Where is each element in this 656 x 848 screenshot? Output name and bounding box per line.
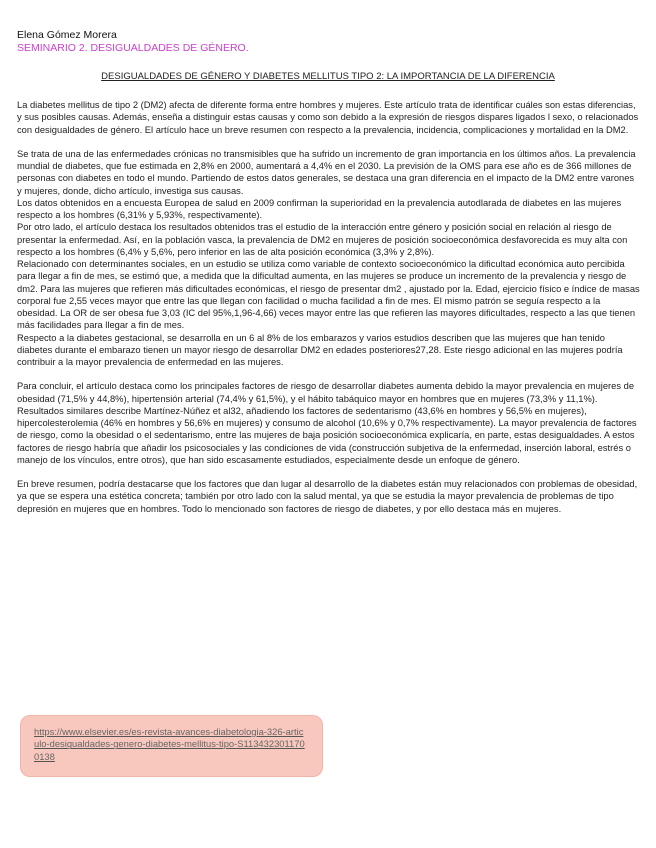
author-name: Elena Gómez Morera xyxy=(17,29,117,41)
paragraph-gestational: Respecto a la diabetes gestacional, se desarrolla en un 6 al 8% de los embarazos y varios estudios describen que las mujeres que han tenido diabetes durante el embarazo tienen un mayor riesgo de desarrollar DM2 en edades posteriores27,28. Este riesgo adicional en las mujeres podría contribuir a la mayor prevalencia de enfermedad en las mujeres. xyxy=(17,332,623,367)
paragraph-social-position: Por otro lado, el artículo destaca los resultados obtenidos tras el estudio de la interacción entre género y posición social en relación al riesgo de presentar la enfermedad. Así, en la población vasca, la prevalencia de DM2 en mujeres de posición socioeconómica desfavorecida es muy alta con respecto a los hombres (6,4% y 5,6%, pero inferior en las de alta posición económica (3,3% y 2,8%). xyxy=(17,222,628,257)
reference-link[interactable]: https://www.elsevier.es/es-revista-avances-diabetologia-326-articulo-desigualdades-genero-diabetes-mellitus-tipo-S1134323011700138 xyxy=(34,726,305,762)
paragraph-gap xyxy=(17,368,641,380)
reference-link-box xyxy=(21,716,322,776)
paragraph-gap xyxy=(17,136,641,148)
paragraph-gap xyxy=(17,466,641,478)
paragraph-social-determinants: Relacionado con determinantes sociales, en un estudio se utiliza como variable de contexto socioeconómico la dificultad económica auto percibida para llegar a fin de mes, se estimó que, a medida que la dificultad aumenta, en las mujeres se produce un incremento de la prevalencia y riesgo de dm2. Para las mujeres que refieren más dificultades económicas, el riesgo de presentar dm2 , ajustado por la. Edad, ejercicio físico e índice de masas corporal fue 2,55 veces mayor que entre las que llegan con facilidad o mucha facilidad a fin de mes. El mismo patrón se seguía respecto a la obesidad. La OR de ser obesa fue 3,03 (IC del 95%,1,96-4,66) veces mayor entre las que refieren las mayores dificultades, respecto a las que tienen más facilidades para llegar a fin de mes. xyxy=(17,259,640,331)
seminar-title: SEMINARIO 2. DESIGUALDADES DE GÉNERO. xyxy=(17,42,249,54)
paragraph-summary: En breve resumen, podría destacarse que los factores que dan lugar al desarrollo de la diabetes están muy relacionados con problemas de obesidad, ya que se espera una estética concreta; también por otro lado con la salud mental, ya que se estudia la mayor prevalencia de problemas de tipo depresión en mujeres que en hombres. Todo lo mencionado son factores de riesgo de diabetes, y por ello destaca más en mujeres. xyxy=(17,479,638,514)
paragraph-prevalence: Se trata de una de las enfermedades crónicas no transmisibles que ha sufrido un incremento de gran importancia en los últimos años. La prevalencia mundial de diabetes, que fue estimada en 2,8% en 2000, aumentará a 4,4% en el 2030. La previsión de la OMS para ese año es de 366 millones de personas con diabetes en todo el mundo. Partiendo de estos datos generales, se destaca una gran diferencia en el impacto de la DM2 entre varones y mujeres, donde, dicho artículo, investiga sus causas. xyxy=(17,148,636,196)
paragraph-intro: La diabetes mellitus de tipo 2 (DM2) afecta de diferente forma entre hombres y mujeres. Este artículo trata de identificar cuáles son estas diferencias, y sus posibles causas. Además, enseña a distinguir estas causas y como son debido a la expresión de riesgos dispares ligados l sexo, o relacionados con desigualdades de género. El artículo hace un breve resumen con respecto a la prevalencia, incidencia, complicaciones y mortalidad en la DM2. xyxy=(17,100,639,135)
paragraph-conclusion: Para concluir, el artículo destaca como los principales factores de riesgo de desarrollar diabetes aumenta debido la mayor prevalencia en mujeres de obesidad (71,5% y 44,8%), hipertensión arterial (74,4% y 61,5%), y el hábito tabáquico mayor en hombres que en mujeres (73,3% y 11,1%). Resultados similares describe Martínez-Núñez et al32, añadiendo los factores de sedentarismo (43,6% en hombres y 56,5% en mujeres), hipercolesterolemia (46% en hombres y 56,6% en mujeres) y consumo de alcohol (10,6% y 0,7% respectivamente). La mayor prevalencia de factores de riesgo, como la obesidad o el sedentarismo, entre las mujeres de baja posición socioeconómica explicaría, en parte, estas desigualdades. A estos factores de riesgo habría que añadir los psicosociales y las condiciones de vida (construcción subjetiva de la enfermedad, inserción laboral, estrés o manejo de los vínculos, entre otros), que han sido escasamente estudiados, especialmente desde un enfoque de género. xyxy=(17,381,637,465)
paragraph-survey: Los datos obtenidos en a encuesta Europea de salud en 2009 confirman la superioridad en la prevalencia autodlarada de diabetes en las mujeres respecto a los hombres (6,31% y 5,93%, respectivamente). xyxy=(17,197,622,220)
document-body xyxy=(17,99,641,515)
document-title: DESIGUALDADES DE GÉNERO Y DIABETES MELLITUS TIPO 2: LA IMPORTANCIA DE LA DIFERENCIA xyxy=(101,71,555,82)
